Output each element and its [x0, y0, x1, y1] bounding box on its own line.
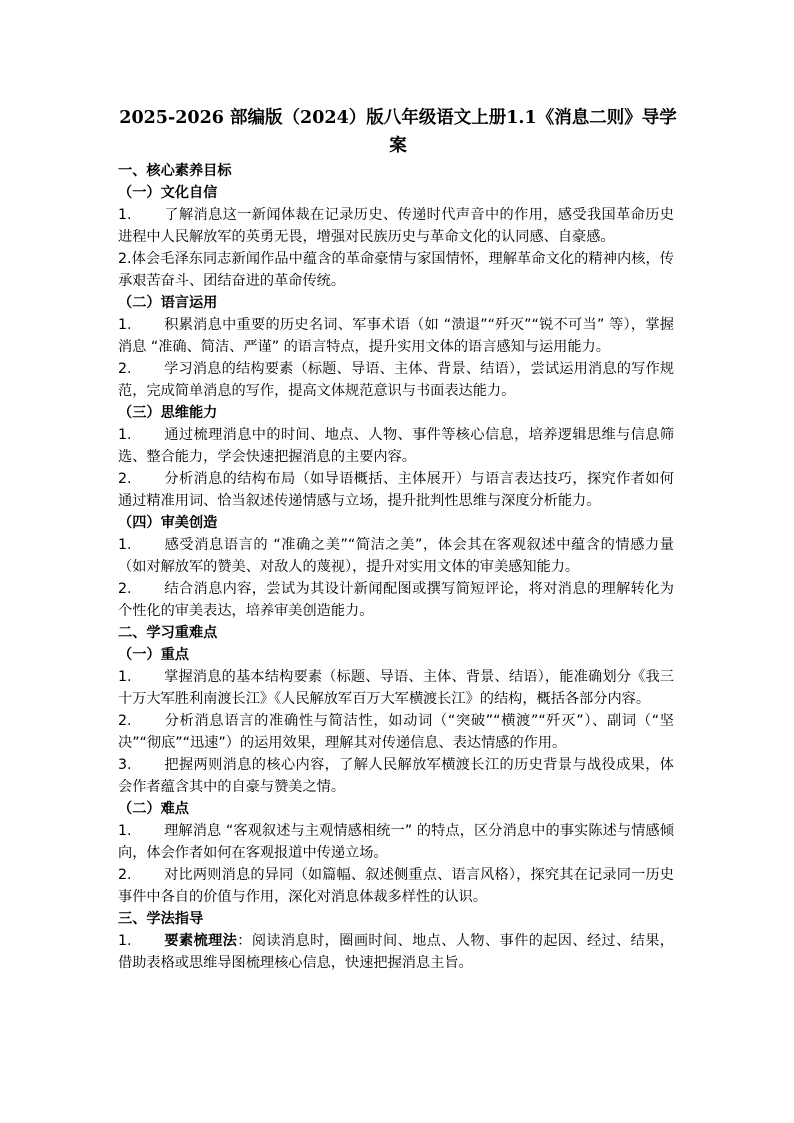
paragraph	[118, 314, 674, 358]
item-text: 掌握消息的基本结构要素（标题、导语、主体、背景、结语），能准确划分《我三十万大军胜利南渡长江》《人民解放军百万大军横渡长江》的结构，概括各部分内容。	[118, 669, 674, 707]
item-text: 理解消息 “客观叙述与主观情感相统一” 的特点，区分消息中的事实陈述与情感倾向，体会作者如何在客观报道中传递立场。	[118, 823, 674, 861]
paragraph	[118, 468, 674, 512]
paragraph	[118, 358, 674, 402]
item-text: 分析消息语言的准确性与简洁性，如动词（“突破”“横渡”“歼灭”）、副词（“坚决”“彻底”“迅速”）的运用效果，理解其对传递信息、表达情感的作用。	[118, 713, 674, 751]
item-number: 2.	[118, 361, 132, 377]
section-heading-core-goals: 一、核心素养目标	[118, 163, 232, 179]
item-number: 1.	[118, 427, 132, 443]
item-text: 了解消息这一新闻体裁在记录历史、传递时代声音中的作用，感受我国革命历史进程中人民解放军的英勇无畏，增强对民族历史与革命文化的认同感、自豪感。	[118, 207, 674, 245]
item-number: 1.	[118, 317, 132, 333]
subheading-thinking-ability: （三）思维能力	[118, 405, 218, 421]
item-number: 1.	[118, 207, 132, 223]
title-line-2: 案	[389, 136, 407, 156]
item-text: 通过梳理消息中的时间、地点、人物、事件等核心信息，培养逻辑思维与信息筛选、整合能力，学会快速把握消息的主要内容。	[118, 427, 674, 465]
subheading-key-points: （一）重点	[118, 647, 189, 663]
subheading-aesthetic-creation: （四）审美创造	[118, 515, 218, 531]
document-title	[118, 104, 678, 160]
item-number: 2.	[118, 867, 132, 883]
item-number: 1.	[118, 537, 132, 553]
subheading-cultural-confidence: （一）文化自信	[118, 185, 218, 201]
item-text: 感受消息语言的 “准确之美”“简洁之美”，体会其在客观叙述中蕴含的情感力量（如对解放军的赞美、对敌人的蔑视），提升对实用文体的审美感知能力。	[118, 537, 674, 575]
item-number: 2.	[118, 713, 132, 729]
subheading-difficult-points: （二）难点	[118, 801, 189, 817]
paragraph	[118, 666, 674, 710]
item-text: 2.体会毛泽东同志新闻作品中蕴含的革命豪情与家国情怀，理解革命文化的精神内核，传承艰苦奋斗、团结奋进的革命传统。	[118, 251, 674, 289]
item-number: 1.	[118, 823, 132, 839]
paragraph	[118, 930, 674, 974]
paragraph	[118, 534, 674, 578]
document-body	[118, 160, 674, 974]
item-text: 学习消息的结构要素（标题、导语、主体、背景、结语），尝试运用消息的写作规范，完成简单消息的写作，提高文体规范意识与书面表达能力。	[118, 361, 674, 399]
item-number: 1.	[118, 669, 132, 685]
item-text: 对比两则消息的异同（如篇幅、叙述侧重点、语言风格），探究其在记录同一历史事件中各自的价值与作用，深化对消息体裁多样性的认识。	[118, 867, 674, 905]
item-text: ：阅读消息时，圈画时间、地点、人物、事件的起因、经过、结果，借助表格或思维导图梳理核心信息，快速把握消息主旨。	[118, 933, 674, 971]
item-number: 1.	[118, 933, 132, 949]
item-text: 结合消息内容，尝试为其设计新闻配图或撰写简短评论，将对消息的理解转化为个性化的审美表达，培养审美创造能力。	[118, 581, 674, 619]
paragraph	[118, 754, 674, 798]
item-text: 把握两则消息的核心内容，了解人民解放军横渡长江的历史背景与战役成果，体会作者蕴含其中的自豪与赞美之情。	[118, 757, 674, 795]
item-number: 2.	[118, 581, 132, 597]
item-text: 积累消息中重要的历史名词、军事术语（如 “溃退”“歼灭”“锐不可当” 等），掌握消息 “准确、简洁、严谨” 的语言特点，提升实用文体的语言感知与运用能力。	[118, 317, 674, 355]
paragraph	[118, 864, 674, 908]
paragraph	[118, 578, 674, 622]
subheading-language-use: （二）语言运用	[118, 295, 218, 311]
item-number: 3.	[118, 757, 132, 773]
paragraph	[118, 710, 674, 754]
paragraph	[118, 424, 674, 468]
title-line-1: 2025-2026 部编版（2024）版八年级语文上册1.1《消息二则》导学	[119, 108, 677, 128]
method-label: 要素梳理法	[164, 933, 238, 949]
paragraph	[118, 248, 674, 292]
paragraph	[118, 820, 674, 864]
section-heading-key-difficult-points: 二、学习重难点	[118, 625, 218, 641]
item-text: 分析消息的结构布局（如导语概括、主体展开）与语言表达技巧，探究作者如何通过精准用词、恰当叙述传递情感与立场，提升批判性思维与深度分析能力。	[118, 471, 674, 509]
section-heading-study-methods: 三、学法指导	[118, 911, 204, 927]
paragraph	[118, 204, 674, 248]
item-number: 2.	[118, 471, 132, 487]
